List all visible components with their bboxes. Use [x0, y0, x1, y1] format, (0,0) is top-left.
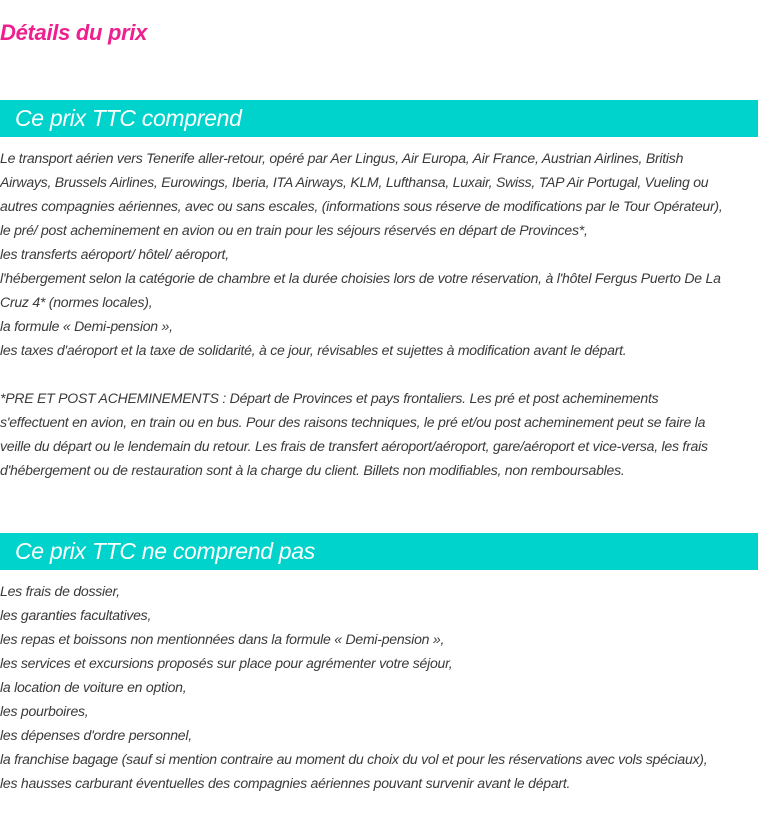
excludes-line: les hausses carburant éventuelles des compagnies aériennes pouvant survenir avant le départ.: [0, 775, 571, 791]
note-line: *PRE ET POST ACHEMINEMENTS : Départ de Provinces et pays frontaliers. Les pré et post acheminements: [0, 390, 659, 406]
includes-line: les transferts aéroport/ hôtel/ aéroport,: [0, 246, 229, 262]
excludes-line: les repas et boissons non mentionnées dans la formule « Demi-pension »,: [0, 631, 445, 647]
includes-line: Airways, Brussels Airlines, Eurowings, Iberia, ITA Airways, KLM, Lufthansa, Luxair, Swiss, TAP Air Portugal, Vueling ou: [0, 174, 709, 190]
excludes-line: les pourboires,: [0, 703, 89, 719]
includes-heading-band: [0, 100, 758, 137]
note-line: veille du départ ou le lendemain du retour. Les frais de transfert aéroport/aéroport, gare/aéroport et vice-versa, les frais: [0, 438, 708, 454]
excludes-line: les dépenses d'ordre personnel,: [0, 727, 192, 743]
note-line: d'hébergement ou de restauration sont à la charge du client. Billets non modifiables, non remboursables.: [0, 462, 625, 478]
includes-heading: Ce prix TTC comprend: [15, 105, 242, 131]
includes-list: [0, 146, 758, 362]
includes-line: le pré/ post acheminement en avion ou en train pour les séjours réservés en départ de Provinces*,: [0, 222, 588, 238]
excludes-line: Les frais de dossier,: [0, 583, 120, 599]
includes-line: la formule « Demi-pension »,: [0, 318, 173, 334]
includes-line: l'hébergement selon la catégorie de chambre et la durée choisies lors de votre réservation, à l'hôtel Fergus Puerto De La: [0, 270, 721, 286]
excludes-line: la location de voiture en option,: [0, 679, 187, 695]
note-line: s'effectuent en avion, en train ou en bus. Pour des raisons techniques, le pré et/ou post acheminement peut se faire la: [0, 414, 706, 430]
excludes-heading-band: [0, 533, 758, 570]
excludes-line: la franchise bagage (sauf si mention contraire au moment du choix du vol et pour les réservations avec vols spéciaux),: [0, 751, 708, 767]
includes-line: autres compagnies aériennes, avec ou sans escales, (informations sous réserve de modifications par le Tour Opérateur),: [0, 198, 723, 214]
includes-line: Le transport aérien vers Tenerife aller-retour, opéré par Aer Lingus, Air Europa, Air France, Austrian Airlines, British: [0, 150, 684, 166]
includes-line: Cruz 4* (normes locales),: [0, 294, 153, 310]
excludes-line: les services et excursions proposés sur place pour agrémenter votre séjour,: [0, 655, 453, 671]
excludes-line: les garanties facultatives,: [0, 607, 152, 623]
excludes-heading: Ce prix TTC ne comprend pas: [15, 538, 315, 564]
transfer-note: [0, 386, 758, 482]
excludes-list: [0, 579, 758, 795]
includes-line: les taxes d'aéroport et la taxe de solidarité, à ce jour, révisables et sujettes à modification avant le départ.: [0, 342, 627, 358]
page-title: Détails du prix: [0, 20, 148, 45]
